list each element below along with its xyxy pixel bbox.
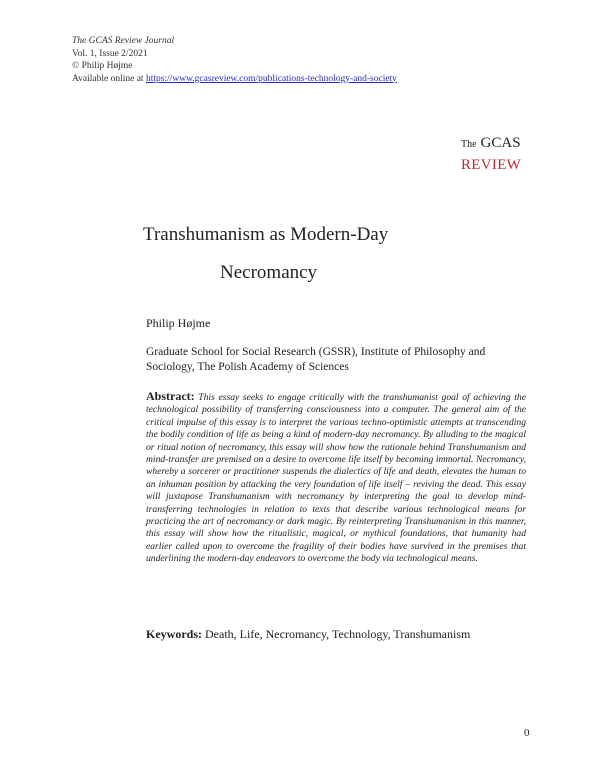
copyright: © Philip Højme [72, 61, 133, 71]
logo-review: REVIEW [461, 157, 522, 173]
journal-header [72, 35, 397, 85]
author-name: Philip Højme [146, 316, 211, 330]
gcas-review-logo [461, 133, 521, 175]
journal-name: The GCAS Review Journal [72, 36, 175, 46]
journal-url-link[interactable]: https://www.gcasreview.com/publications-technology-and-society [145, 73, 397, 84]
logo-gcas: GCAS [480, 135, 521, 151]
logo-the: The [461, 139, 477, 150]
abstract-text: This essay seeks to engage critically with the transhumanist goal of achieving the technological possibility of transferring consciousness into a computer. The general aim of the critical impulse of this essay is to interpret the various techno-optimistic attempts at transcending the bodily condition of life as being a kind of modern-day necromancy. By alluding to the magical or ritual notion of necromancy, this essay will show how the rationale behind Transhumanism and mind-transfer are premised on a desire to overcome life itself by becoming immortal. Necromancy, whereby a sorcerer or practitioner suspends the dialectics of life and death, elevates the human to an inhuman position by attacking the very foundation of life itself – reviving the dead. This essay will juxtapose Transhumanism with necromancy by interpreting the goal to develop mind-transferring technologies in relation to texts that describe various technological means for practicing the art of necromancy or dark magic. By reinterpreting Transhumanism in this manner, this essay will show how the ritualistic, magical, or mythical foundations, that humanity had earlier called upon to overcome the fragility of their bodies have survived in the premises that underlining the modern-day endeavors to overcome the body via technological means. [146, 392, 526, 565]
paper-title-line-2: Necromancy [220, 262, 318, 283]
availability-line [72, 73, 397, 86]
availability-prefix: Available online at [72, 73, 146, 84]
volume-issue: Vol. 1, Issue 2/2021 [72, 48, 148, 59]
author-affiliation: Graduate School for Social Research (GSSR), Institute of Philosophy and Sociology, The Polish Academy of Sciences [146, 346, 486, 373]
keywords [146, 624, 488, 644]
keywords-label: Keywords: [146, 627, 202, 641]
abstract [146, 390, 526, 566]
page-number: 0 [524, 727, 530, 739]
paper-title-line-1: Transhumanism as Modern-Day [143, 224, 389, 245]
abstract-label: Abstract: [146, 389, 195, 403]
keywords-list: Death, Life, Necromancy, Technology, Transhumanism [205, 627, 471, 641]
